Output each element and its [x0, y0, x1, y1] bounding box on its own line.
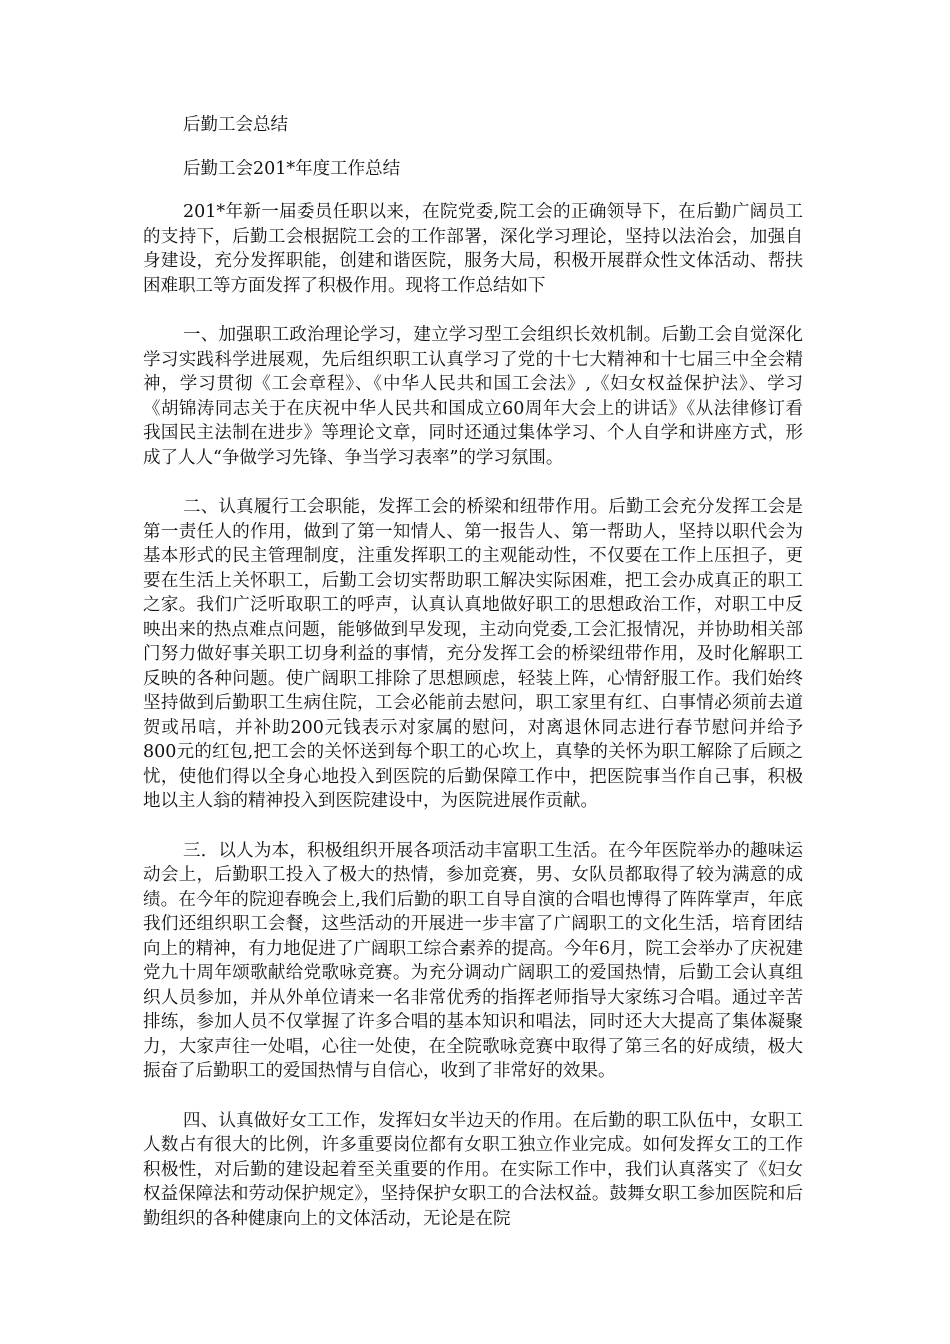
paragraph-intro: 201*年新一届委员任职以来，在院党委,院工会的正确领导下，在后勤广阔员工的支持下，后勤工会根据院工会的工作部署，深化学习理论，坚持以法治会，加强自身建设，充分发挥职能，创建和谐医院，服务大局，积极开展群众性文体活动、帮扶困难职工等方面发挥了积极作用。现将工作总结如下: [143, 202, 803, 296]
paragraph-section-2: 二、认真履行工会职能，发挥工会的桥梁和纽带作用。后勤工会充分发挥工会是第一责任人的作用，做到了第一知情人、第一报告人、第一帮助人，坚持以职代会为基本形式的民主管理制度，注重发挥职工的主观能动性，不仅要在工作上压担子，更要在生活上关怀职工，后勤工会切实帮助职工解决实际困难，把工会办成真正的职工之家。我们广泛听取职工的呼声，认真认真地做好职工的思想政治工作，对职工中反映出来的热点难点问题，能够做到早发现，主动向党委,工会汇报情况，并协助相关部门努力做好事关职工切身利益的事情，充分发挥工会的桥梁纽带作用，及时化解职工反映的各种问题。使广阔职工排除了思想顾虑，轻装上阵，心情舒服工作。我们始终坚持做到后勤职工生病住院，工会必能前去慰问，职工家里有红、白事情必须前去道贺或吊唁，并补助200元钱表示对家属的慰问，对离退休同志进行春节慰问并给予800元的红包,把工会的关怀送到每个职工的心坎上，真挚的关怀为职工解除了后顾之忧，使他们得以全身心地投入到医院的后勤保障工作中，把医院事当作自己事，积极地以主人翁的精神投入到医院建设中，为医院进展作贡献。: [143, 497, 803, 811]
paragraph-section-4: 四、认真做好女工工作，发挥妇女半边天的作用。在后勤的职工队伍中，女职工人数占有很大的比例，许多重要岗位都有女职工独立作业完成。如何发挥女工的工作积极性，对后勤的建设起着至关重要的作用。在实际工作中，我们认真落实了《妇女权益保障法和劳动保护规定》，坚持保护女职工的合法权益。鼓舞女职工参加医院和后勤组织的各种健康向上的文体活动，无论是在院: [143, 1110, 803, 1229]
paragraph-section-3: 三．以人为本，积极组织开展各项活动丰富职工生活。在今年医院举办的趣味运动会上，后勤职工投入了极大的热情，参加竞赛，男、女队员都取得了较为满意的成绩。在今年的院迎春晚会上,我们后勤的职工自导自演的合唱也博得了阵阵掌声，年底我们还组织职工会餐，这些活动的开展进一步丰富了广阔职工的文化生活，培育团结向上的精神，有力地促进了广阔职工综合素养的提高。今年6月，院工会举办了庆祝建党九十周年颂歌献给党歌咏竞赛。为充分调动广阔职工的爱国热情，后勤工会认真组织人员参加，并从外单位请来一名非常优秀的指挥老师指导大家练习合唱。通过辛苦排练，参加人员不仅掌握了许多合唱的基本知识和唱法，同时还大大提高了集体凝聚力，大家声往一处唱，心往一处使，在全院歌咏竞赛中取得了第三名的好成绩，极大振奋了后勤职工的爱国热情与自信心，收到了非常好的效果。: [143, 840, 803, 1081]
document-subtitle: 后勤工会201*年度工作总结: [183, 158, 401, 179]
document-title: 后勤工会总结: [183, 115, 288, 135]
document-body: [143, 113, 803, 1256]
paragraph-section-1: 一、加强职工政治理论学习，建立学习型工会组织长效机制。后勤工会自觉深化学习实践科学进展观，先后组织职工认真学习了党的十七大精神和十七届三中全会精神，学习贯彻《工会章程》、《中华人民共和国工会法》,《妇女权益保护法》、学习《胡锦涛同志关于在庆祝中华人民共和国成立60周年大会上的讲话》《从法律修订看我国民主法制在进步》等理论文章，同时还通过集体学习、个人自学和讲座方式，形成了人人“争做学习先锋、争当学习表率”的学习氛围。: [143, 325, 803, 468]
